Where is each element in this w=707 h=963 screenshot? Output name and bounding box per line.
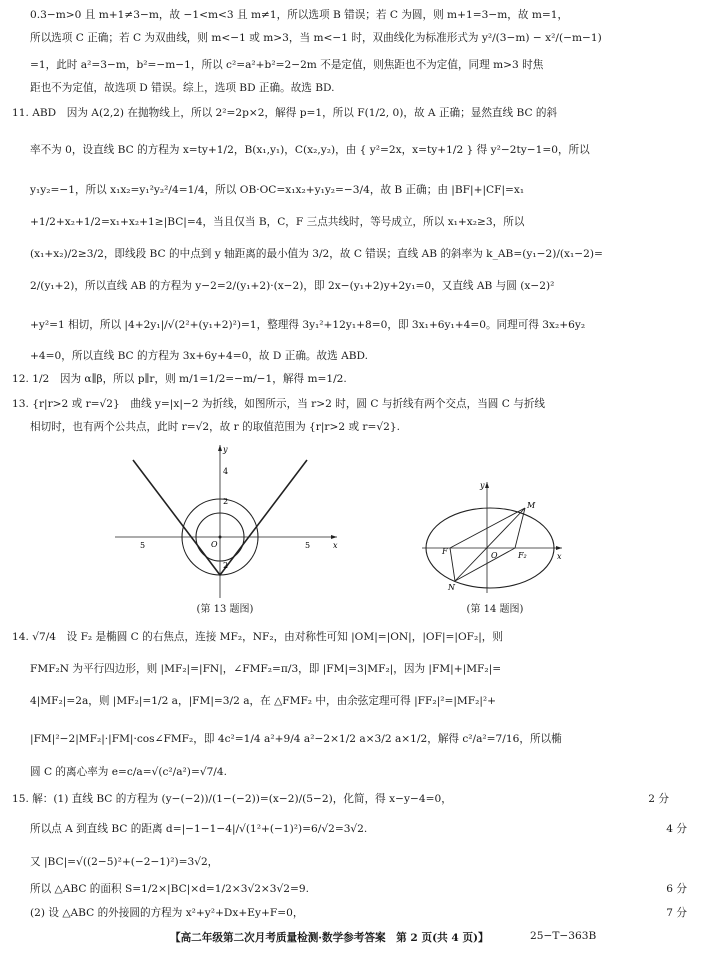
q11-line: (x₁+x₂)/2≥3/2，即线段 BC 的中点到 y 轴距离的最小值为 3/2，故 C 错误；直线 AB 的斜率为 k_AB=(y₁−2)/(x₁−2)= — [30, 248, 603, 260]
fig14-label: x — [557, 552, 562, 561]
q14-line: 14. √7/4 设 F₂ 是椭圆 C 的右焦点，连接 MF₂，NF₂，由对称性可知 |OM|=|ON|，|OF|=|OF₂|，则 — [12, 631, 503, 643]
figure-13 — [115, 440, 340, 600]
q13-line: 相切时，也有两个公共点，此时 r=√2，故 r 的取值范围为 {r|r>2 或 r=√2}. — [30, 421, 400, 433]
fig13-tick: 2 — [223, 497, 229, 506]
figure-14 — [420, 478, 570, 596]
q15-line — [0, 792, 689, 806]
fig13-tick: 2 — [223, 561, 229, 570]
fig14-label: F — [442, 547, 448, 556]
fig14-label: O — [491, 551, 498, 560]
fig13-tick: 5 — [140, 541, 146, 550]
q15-line — [0, 882, 707, 896]
fig13-x-label: x — [333, 541, 338, 550]
fig14-caption: (第 14 题图) — [466, 604, 524, 615]
q11-line: 11. ABD 因为 A(2,2) 在抛物线上，所以 2²=2p×2，解得 p=1，所以 F(1/2, 0)，故 A 正确；显然直线 BC 的斜 — [12, 107, 558, 119]
text-line: 0.3−m>0 且 m+1≠3−m，故 −1<m<3 且 m≠1，所以选项 B 错误；若 C 为圆，则 m+1=3−m，故 m=1， — [30, 9, 569, 21]
q11-line: 率不为 0，设直线 BC 的方程为 x=ty+1/2，B(x₁,y₁)，C(x₂,y₂)，由 { y²=2x，x=ty+1/2 } 得 y²−2ty−1=0，所以 — [30, 144, 590, 156]
q14-line: FMF₂N 为平行四边形，则 |MF₂|=|FN|，∠FMF₂=π/3，即 |FM|=3|MF₂|，因为 |FM|+|MF₂|= — [30, 663, 502, 675]
fig13-y-label: y — [223, 445, 228, 454]
q14-line: 圆 C 的离心率为 e=c/a=√(c²/a²)=√7/4. — [30, 766, 227, 778]
q15-points: 7 分 — [666, 907, 687, 919]
q11-line: +y²=1 相切，所以 |4+2y₁|/√(2²+(y₁+2)²)=1，整理得 3y₁²+12y₁+8=0，即 3x₁+6y₁+4=0。同理可得 3x₂+6y₂ — [30, 319, 586, 331]
text-line: 所以选项 C 正确；若 C 为双曲线，则 m<−1 或 m>3，当 m<−1 时，双曲线化为标准形式为 y²/(3−m) − x²/(−m−1) — [30, 32, 602, 44]
fig14-label: F₂ — [518, 551, 527, 560]
q15-text: (2) 设 △ABC 的外接圆的方程为 x²+y²+Dx+Ey+F=0， — [30, 907, 304, 919]
q14-line: 4|MF₂|=2a，则 |MF₂|=1/2 a，|FM|=3/2 a，在 △FMF₂ 中，由余弦定理可得 |FF₂|²=|MF₂|²+ — [30, 695, 497, 707]
q11-line: 2/(y₁+2)，所以直线 AB 的方程为 y−2=2/(y₁+2)·(x−2)，即 2x−(y₁+2)y+2y₁=0，又直线 AB 与圆 (x−2)² — [30, 280, 555, 292]
q15-points: 6 分 — [666, 883, 687, 895]
fig13-origin: O — [211, 540, 218, 549]
q13-line: 13. {r|r>2 或 r=√2} 曲线 y=|x|−2 为折线，如图所示，当 r>2 时，圆 C 与折线有两个交点，当圆 C 与折线 — [12, 398, 546, 410]
q15-points: 2 分 — [648, 793, 669, 805]
text-line: =1，此时 a²=3−m，b²=−m−1，所以 c²=a²+b²=2−2m 不是定值，则焦距也不为定值，同理 m>3 时焦 — [30, 59, 544, 71]
fig13-caption: (第 13 题图) — [196, 604, 254, 615]
q12-line: 12. 1/2 因为 α∥β，所以 p∥r，则 m/1=1/2=−m/−1，解得 m=1/2. — [12, 373, 347, 385]
q15-text: 所以点 A 到直线 BC 的距离 d=|−1−1−4|/√(1²+(−1)²)=6/√2=3√2. — [30, 823, 368, 835]
fig13-tick: 5 — [305, 541, 311, 550]
fig14-label: M — [527, 501, 536, 510]
q15-line — [0, 906, 707, 920]
q11-line: y₁y₂=−1，所以 x₁x₂=y₁²y₂²/4=1/4，所以 OB·OC=x₁x₂+y₁y₂=−3/4，故 B 正确；由 |BF|+|CF|=x₁ — [30, 184, 525, 196]
footer-code: 25−T−363B — [530, 930, 597, 942]
q11-line: +4=0，所以直线 BC 的方程为 3x+6y+4=0，故 D 正确。故选 ABD. — [30, 350, 368, 362]
q15-line — [0, 822, 707, 836]
q11-line: +1/2+x₂+1/2=x₁+x₂+1≥|BC|=4，当且仅当 B，C，F 三点共线时，等号成立，所以 x₁+x₂≥3，所以 — [30, 216, 525, 228]
q14-line: |FM|²−2|MF₂|·|FM|·cos∠FMF₂，即 4c²=1/4 a²+9/4 a²−2×1/2 a×3/2 a×1/2，解得 c²/a²=7/16，所以椭 — [30, 733, 562, 745]
fig14-label: y — [480, 481, 485, 490]
text-line: 距也不为定值，故选项 D 错误。综上，选项 BD 正确。故选 BD. — [30, 82, 335, 94]
q15-text: 所以 △ABC 的面积 S=1/2×|BC|×d=1/2×3√2×3√2=9. — [30, 883, 310, 895]
q15-text: 15. 解：(1) 直线 BC 的方程为 (y−(−2))/(1−(−2))=(x−2)/(5−2)，化简，得 x−y−4=0， — [12, 793, 452, 805]
footer-title: 【高二年级第二次月考质量检测·数学参考答案 第 2 页(共 4 页)】 — [170, 932, 489, 944]
q15-points: 4 分 — [666, 823, 687, 835]
fig14-label: N — [448, 583, 455, 592]
fig13-tick: 4 — [223, 467, 229, 476]
q15-text: 又 |BC|=√((2−5)²+(−2−1)²)=3√2， — [30, 856, 219, 868]
q15-line — [0, 855, 707, 869]
